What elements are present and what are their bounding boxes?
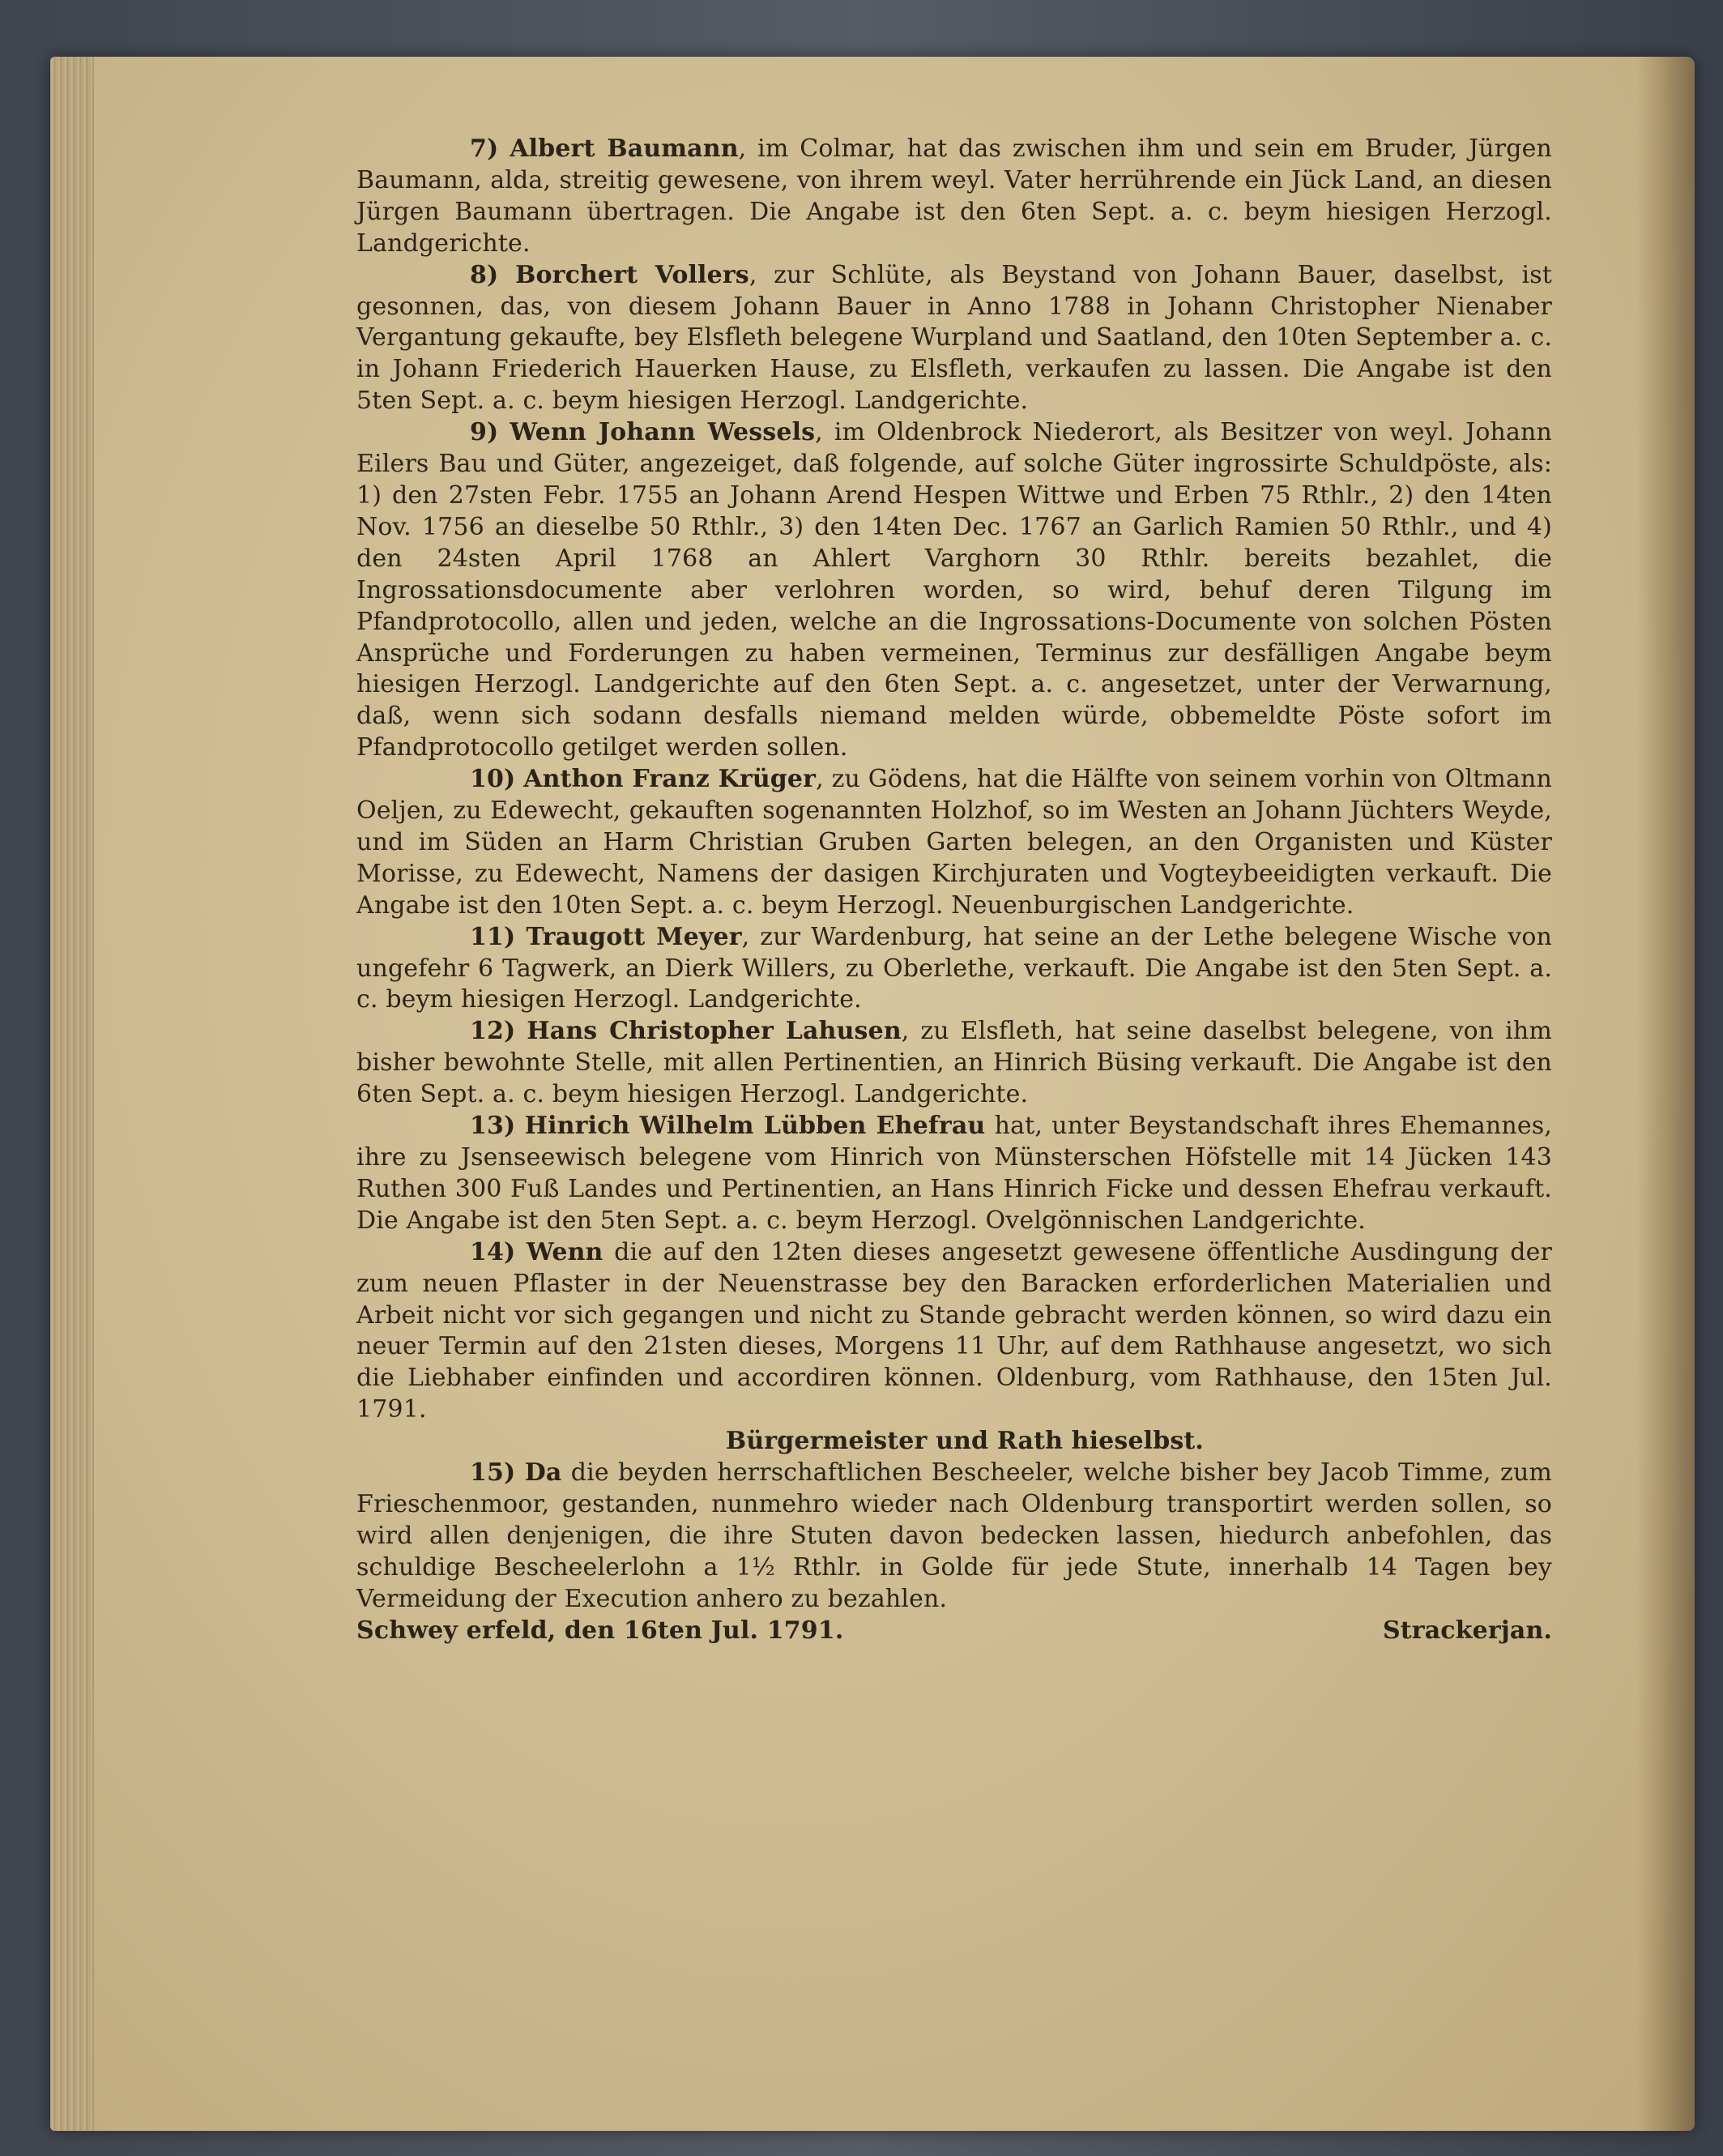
entry-name: Anthon Franz Krüger xyxy=(523,765,817,794)
entry-13 xyxy=(356,1111,1552,1237)
entry-15 xyxy=(356,1458,1552,1616)
closing-line xyxy=(356,1616,1552,1647)
entry-7 xyxy=(356,134,1552,260)
entry-name: Wenn xyxy=(526,1237,603,1266)
page-edges xyxy=(50,57,94,2131)
page-text-block xyxy=(356,134,1552,1647)
entry-name: Hans Christopher Lahusen xyxy=(527,1017,902,1046)
entry-text: , im Oldenbrock Niederort, als Besitzer von weyl. Johann Eilers Bau und Güter, angezeiget, daß folgende, auf solche Güter ingrossirte Schuldpöste, als: 1) den 27sten Febr. 1755 an Johann Arend Hespen Wittwe und Erben 75 Rthlr., 2) den 14ten Nov. 1756 an dieselbe 50 Rthlr., 3) den 14ten Dec. 1767 an Garlich Ramien 50 Rthlr., und 4) den 24sten April 1768 an Ahlert Varghorn 30 Rthlr. bereits bezahlet, die Ingrossationsdocumente aber verlohren worden, so wird, behuf deren Tilgung im Pfandprotocollo, allen und jeden, welche an die Ingrossations-Documente von solchen Pösten Ansprüche und Forderungen zu haben vermeinen, Terminus zur desfälligen Angabe beym hiesigen Herzogl. Landgerichte auf den 6ten Sept. a. c. angesetzet, unter der Verwarnung, daß, wenn sich sodann desfalls niemand melden würde, obbemeldte Pöste sofort im Pfandprotocollo getilget werden sollen. xyxy=(356,418,1552,762)
entry-text: , zu Elsfleth, hat seine daselbst belegene, von ihm bisher bewohnte Stelle, mit allen Pertinentien, an Hinrich Büsing verkauft. Die Angabe ist den 6ten Sept. a. c. beym hiesigen Herzogl. Landgerichte. xyxy=(356,1017,1552,1109)
entry-text: , zur Wardenburg, hat seine an der Lethe belegene Wische von ungefehr 6 Tagwerk, an Dierk Willers, zu Oberlethe, verkauft. Die Angabe ist den 5ten Sept. a. c. beym hiesigen Herzogl. Landgerichte. xyxy=(356,922,1553,1014)
book-gutter xyxy=(1636,57,1695,2131)
entry-text: die auf den 12ten dieses angesetzt gewesene öffentliche Ausdingung der zum neuen Pflaster in der Neuenstrasse bey den Baracken erforderlichen Materialien und Arbeit nicht vor sich gegangen und nicht zu Stande gebracht werden können, so wird dazu ein neuer Termin auf den 21sten dieses, Morgens 11 Uhr, auf dem Rathhause angesetzt, wo sich die Liebhaber einfinden und accordiren können. Oldenburg, vom Rathhause, den 15ten Jul. 1791. xyxy=(356,1237,1552,1424)
entry-number: 15) xyxy=(470,1458,516,1488)
entry-name: Albert Baumann xyxy=(510,134,739,163)
entry-9 xyxy=(356,417,1552,764)
entry-number: 13) xyxy=(470,1112,516,1141)
signature-magistrate: Bürgermeister und Rath hieselbst. xyxy=(725,1427,1204,1456)
entry-text: , zu Gödens, hat die Hälfte von seinem vorhin von Oltmann Oeljen, zu Edewecht, gekauften sogenannten Holzhof, so im Westen an Johann Jüchters Weyde, und im Süden an Harm Christian Gruben Garten belegen, an den Organisten und Küster Morisse, zu Edewecht, Namens der dasigen Kirchjuraten und Vogteybeeidigten verkauft. Die Angabe ist den 10ten Sept. a. c. beym Herzogl. Neuenburgischen Landgerichte. xyxy=(356,765,1552,920)
entry-name: Hinrich Wilhelm Lübben Ehefrau xyxy=(524,1112,986,1141)
place-date: Schwey erfeld, den 16ten Jul. 1791. xyxy=(356,1616,844,1645)
entry-10 xyxy=(356,764,1552,922)
entry-name: Wenn Johann Wessels xyxy=(510,418,816,447)
entry-number: 14) xyxy=(470,1237,516,1266)
entry-name: Da xyxy=(524,1458,562,1488)
entry-8 xyxy=(356,260,1552,418)
entry-text: hat, unter Beystandschaft ihres Ehemannes, ihre zu Jsenseewisch belegene vom Hinrich von Münsterschen Höfstelle mit 14 Jücken 143 Ruthen 300 Fuß Landes und Pertinentien, an Hans Hinrich Ficke und dessen Ehefrau verkauft. Die Angabe ist den 5ten Sept. a. c. beym Herzogl. Ovelgönnischen Landgerichte. xyxy=(356,1112,1552,1235)
entry-name: Borchert Vollers xyxy=(514,260,749,289)
entry-text: , im Colmar, hat das zwischen ihm und sein em Bruder, Jürgen Baumann, alda, streitig gewesene, von ihrem weyl. Vater herrührende ein Jück Land, an diesen Jürgen Baumann übertragen. Die Angabe ist den 6ten Sept. a. c. beym hiesigen Herzogl. Landgerichte. xyxy=(356,134,1552,258)
entry-number: 11) xyxy=(470,922,516,951)
entry-number: 9) xyxy=(470,418,499,447)
entry-text: die beyden herrschaftlichen Bescheeler, welche bisher bey Jacob Timme, zum Frieschenmoor, gestanden, nunmehro wieder nach Oldenburg transportirt werden sollen, so wird allen denjenigen, die ihre Stuten davon bedecken lassen, hiedurch anbefohlen, das schuldige Bescheelerlohn a 1½ Rthlr. in Golde für jede Stute, innerhalb 14 Tagen bey Vermeidung der Execution anhero zu bezahlen. xyxy=(356,1458,1553,1613)
signer: Strackerjan. xyxy=(1382,1616,1552,1645)
entry-11 xyxy=(356,922,1552,1017)
entry-14 xyxy=(356,1237,1552,1426)
entry-number: 8) xyxy=(470,260,499,289)
entry-12 xyxy=(356,1016,1552,1111)
entry-number: 10) xyxy=(470,765,516,794)
entry-number: 7) xyxy=(470,134,499,163)
entry-number: 12) xyxy=(470,1017,516,1046)
entry-name: Traugott Meyer xyxy=(526,922,742,951)
entry-text: , zur Schlüte, als Beystand von Johann Bauer, daselbst, ist gesonnen, das, von diesem Johann Bauer in Anno 1788 in Johann Christopher Nienaber Vergantung gekaufte, bey Elsfleth belegene Wurpland und Saatland, den 10ten September a. c. in Johann Friederich Hauerken Hause, zu Elsfleth, verkaufen zu lassen. Die Angabe ist den 5ten Sept. a. c. beym hiesigen Herzogl. Landgerichte. xyxy=(356,260,1553,416)
